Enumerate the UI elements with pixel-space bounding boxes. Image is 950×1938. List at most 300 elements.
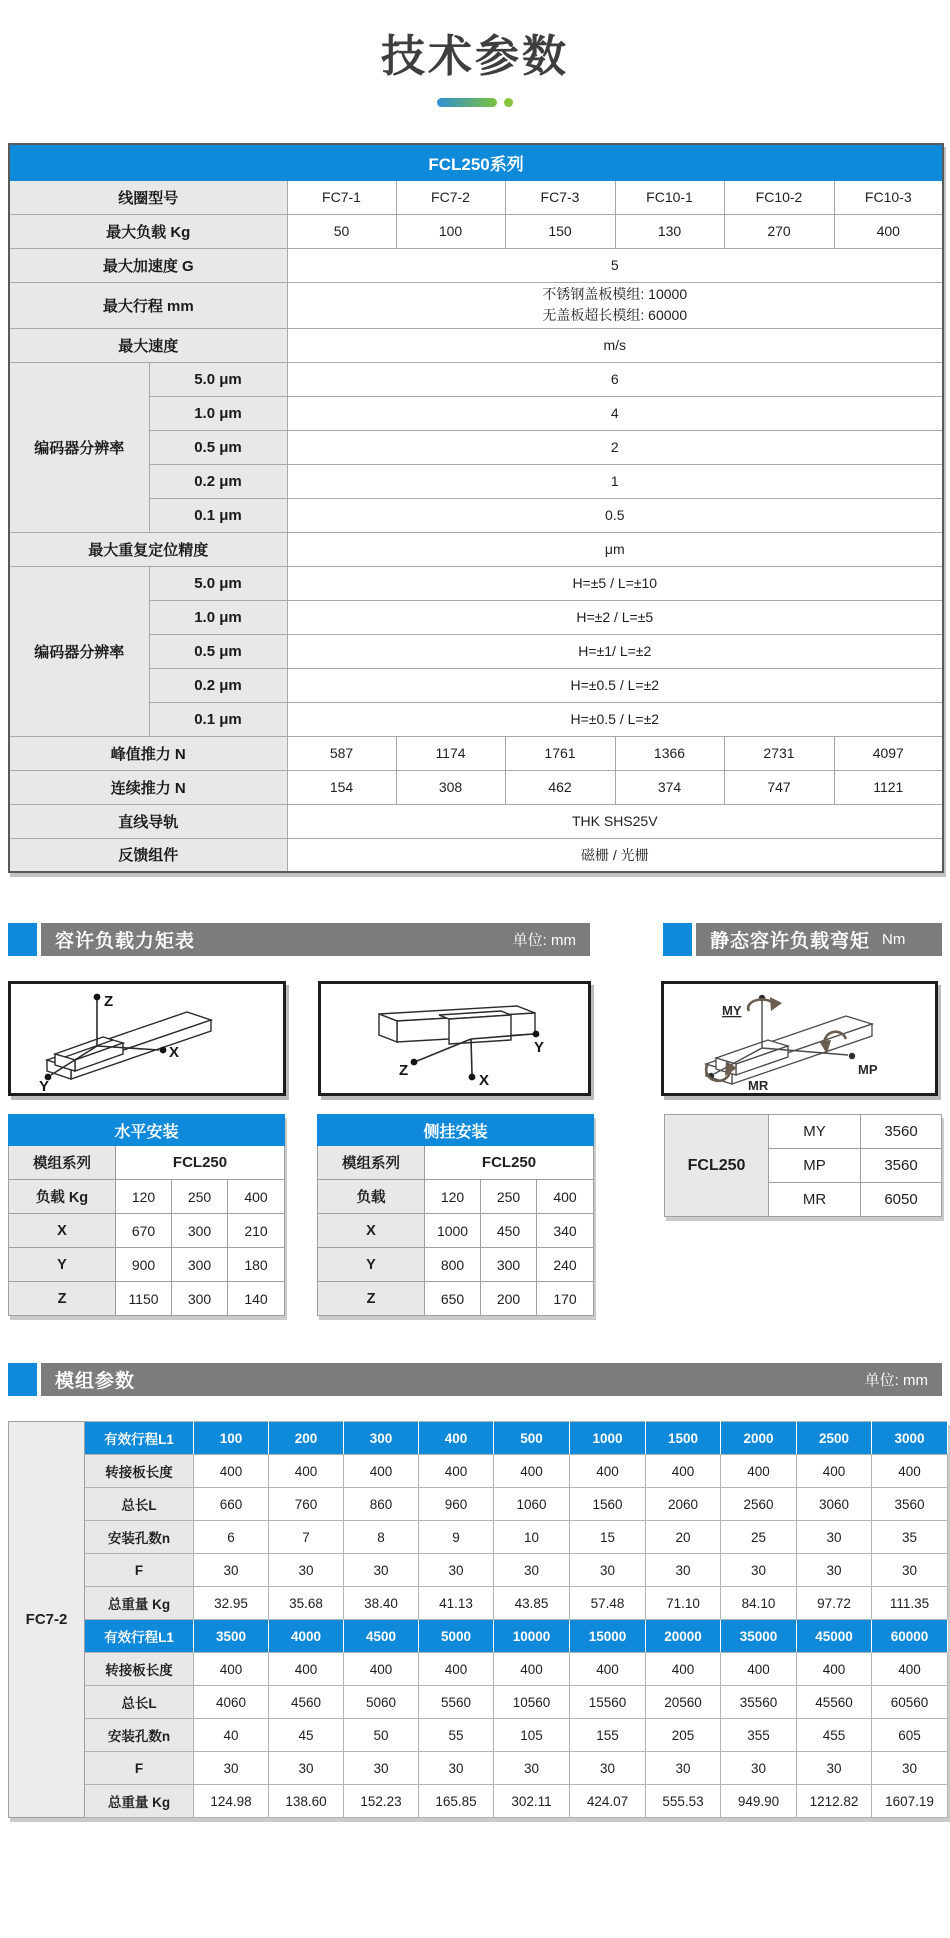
- table-cell: 40: [194, 1719, 269, 1752]
- row-label: X: [318, 1214, 425, 1248]
- table-cell: 400: [228, 1180, 285, 1214]
- axis-label-x: X: [169, 1044, 180, 1061]
- table-cell: 30: [269, 1554, 344, 1587]
- table-cell: 1060: [494, 1488, 570, 1521]
- table-cell: 300: [172, 1282, 228, 1316]
- table-row: [9, 1180, 285, 1214]
- table-cell: 15: [570, 1521, 646, 1554]
- table-cell: 55: [419, 1719, 494, 1752]
- decoration-gradient-bar: [437, 98, 497, 107]
- row-label: 安装孔数n: [85, 1521, 194, 1554]
- section-unit: 单位: mm: [512, 932, 576, 949]
- sub-label: 0.5 μm: [149, 634, 287, 668]
- table-cell: 1212.82: [797, 1785, 872, 1818]
- series-value: FCL250: [665, 1115, 769, 1217]
- axis-label-y: Y: [534, 1039, 545, 1056]
- table-cell: 450: [481, 1214, 537, 1248]
- row-label: 负载 Kg: [9, 1180, 116, 1214]
- table-cell: 5: [287, 248, 943, 282]
- table-cell: 30: [646, 1752, 721, 1785]
- table-cell: 30: [194, 1554, 269, 1587]
- table-row: [9, 668, 943, 702]
- row-label: 转接板长度: [85, 1653, 194, 1686]
- table-cell: 400: [721, 1653, 797, 1686]
- table-cell: [287, 282, 943, 328]
- table-cell: 4000: [269, 1620, 344, 1653]
- table-cell: 30: [797, 1554, 872, 1587]
- table-cell: FC7-2: [396, 180, 505, 214]
- table-cell: 30: [797, 1752, 872, 1785]
- stroke-line-1: 不锈钢盖板模组: 10000: [542, 286, 688, 302]
- table-cell: 302.11: [494, 1785, 570, 1818]
- table-cell: 500: [494, 1422, 570, 1455]
- table-row: [9, 736, 943, 770]
- table-cell: 32.95: [194, 1587, 269, 1620]
- table-cell: 250: [481, 1180, 537, 1214]
- table-cell: 20560: [646, 1686, 721, 1719]
- table-row: [9, 248, 943, 282]
- table-row: [9, 214, 943, 248]
- stroke-line-2: 无盖板超长模组: 60000: [542, 307, 688, 323]
- sub-label: 1.0 μm: [149, 396, 287, 430]
- table-cell: 10: [494, 1521, 570, 1554]
- module-params-table: [8, 1421, 948, 1818]
- table-cell: 124.98: [194, 1785, 269, 1818]
- table-cell: 5000: [419, 1620, 494, 1653]
- blue-square-icon: [8, 1363, 37, 1396]
- row-label: 总重量 Kg: [85, 1785, 194, 1818]
- table-cell: 400: [646, 1653, 721, 1686]
- section-title: 静态容许负载弯矩: [710, 931, 871, 952]
- xyz-diagram-side: [321, 984, 588, 1093]
- table-row: [665, 1115, 942, 1149]
- title-decoration: [0, 98, 950, 107]
- static-moment-section-bar: [663, 923, 942, 956]
- table-cell: 2: [287, 430, 943, 464]
- axis-label-z: Z: [399, 1062, 409, 1079]
- table-cell: 30: [872, 1554, 948, 1587]
- row-label: 模组系列: [318, 1146, 425, 1180]
- sub-label: 0.5 μm: [149, 430, 287, 464]
- table-cell: 45: [269, 1719, 344, 1752]
- table-cell: 30: [646, 1554, 721, 1587]
- axis-label-x: X: [479, 1072, 490, 1089]
- table-cell: 120: [116, 1180, 172, 1214]
- table-cell: 1: [287, 464, 943, 498]
- table-cell: 587: [287, 736, 396, 770]
- table-cell: 152.23: [344, 1785, 419, 1818]
- table-row: [9, 464, 943, 498]
- table-cell: 250: [172, 1180, 228, 1214]
- table-cell: 35.68: [269, 1587, 344, 1620]
- table-row: [9, 1752, 948, 1785]
- table-cell: 1761: [505, 736, 615, 770]
- row-label: 总重量 Kg: [85, 1587, 194, 1620]
- table-row: [9, 770, 943, 804]
- table-row: [9, 566, 943, 600]
- table-row: [318, 1282, 594, 1316]
- table-cell: 960: [419, 1488, 494, 1521]
- row-label: Z: [9, 1282, 116, 1316]
- section-unit: Nm: [882, 931, 906, 948]
- table-cell: 2060: [646, 1488, 721, 1521]
- table-cell: 4060: [194, 1686, 269, 1719]
- row-label: 最大速度: [9, 328, 287, 362]
- table-cell: 400: [344, 1455, 419, 1488]
- table-cell: 10560: [494, 1686, 570, 1719]
- table-cell: 30: [721, 1752, 797, 1785]
- section-title: 容许负载力矩表: [55, 931, 196, 952]
- row-label: 总长L: [85, 1488, 194, 1521]
- table-cell: 105: [494, 1719, 570, 1752]
- table-row: [9, 362, 943, 396]
- row-label: 最大负载 Kg: [9, 214, 287, 248]
- table-cell: 1150: [116, 1282, 172, 1316]
- table-cell: 30: [194, 1752, 269, 1785]
- table-cell: FC10-2: [724, 180, 834, 214]
- table-row: [9, 1587, 948, 1620]
- table-cell: 1174: [396, 736, 505, 770]
- table-cell: 30: [419, 1752, 494, 1785]
- table-cell: 35000: [721, 1620, 797, 1653]
- sub-label: 5.0 μm: [149, 362, 287, 396]
- table-row: [318, 1214, 594, 1248]
- table-cell: 25: [721, 1521, 797, 1554]
- table-cell: FC10-1: [615, 180, 724, 214]
- table-cell: 10000: [494, 1620, 570, 1653]
- static-moment-table: [664, 1114, 942, 1217]
- table-cell: 400: [646, 1455, 721, 1488]
- table-row: [9, 1653, 948, 1686]
- table-cell: 400: [872, 1653, 948, 1686]
- row-label: 有效行程L1: [85, 1620, 194, 1653]
- table-cell: H=±0.5 / L=±2: [287, 702, 943, 736]
- xyz-diagram-horizontal: [11, 984, 283, 1093]
- table-cell: 400: [194, 1653, 269, 1686]
- table-cell: 165.85: [419, 1785, 494, 1818]
- table-cell: 2560: [721, 1488, 797, 1521]
- table-cell: 30: [494, 1554, 570, 1587]
- series-value: FCL250: [116, 1146, 285, 1180]
- table-cell: 9: [419, 1521, 494, 1554]
- table-row: [9, 804, 943, 838]
- row-label: MP: [769, 1149, 861, 1183]
- table-cell: FC7-3: [505, 180, 615, 214]
- table-cell: 455: [797, 1719, 872, 1752]
- sub-label: 0.2 μm: [149, 464, 287, 498]
- module-params-section-bar: [8, 1363, 942, 1396]
- table-row: [9, 396, 943, 430]
- moment-label-mr: MR: [748, 1078, 769, 1093]
- table-cell: 424.07: [570, 1785, 646, 1818]
- table-cell: 3000: [872, 1422, 948, 1455]
- row-label: Y: [318, 1248, 425, 1282]
- table-cell: 60560: [872, 1686, 948, 1719]
- table-cell: 15000: [570, 1620, 646, 1653]
- table-cell: 30: [570, 1752, 646, 1785]
- table-row: [9, 1455, 948, 1488]
- table-cell: 210: [228, 1214, 285, 1248]
- table-cell: 3500: [194, 1620, 269, 1653]
- row-label: 安装孔数n: [85, 1719, 194, 1752]
- table-cell: 170: [537, 1282, 594, 1316]
- decoration-dot: [504, 98, 513, 107]
- row-label: F: [85, 1554, 194, 1587]
- table-row: [318, 1248, 594, 1282]
- table-row: [9, 1620, 948, 1653]
- series-value: FCL250: [425, 1146, 594, 1180]
- moment-label-mp: MP: [858, 1062, 878, 1077]
- table-cell: 1500: [646, 1422, 721, 1455]
- table-cell: 2731: [724, 736, 834, 770]
- blue-square-icon: [663, 923, 692, 956]
- table-cell: 4097: [834, 736, 943, 770]
- table-cell: 400: [494, 1653, 570, 1686]
- row-label: 最大加速度 G: [9, 248, 287, 282]
- table-row: [9, 702, 943, 736]
- table-row: [9, 430, 943, 464]
- table-title: 水平安装: [9, 1115, 285, 1146]
- table-row: [9, 532, 943, 566]
- table-row: [9, 1785, 948, 1818]
- table-cell: 20000: [646, 1620, 721, 1653]
- table-row: [9, 1686, 948, 1719]
- table-cell: 200: [269, 1422, 344, 1455]
- spec-table: [8, 143, 944, 873]
- row-label: X: [9, 1214, 116, 1248]
- table-row: [318, 1146, 594, 1180]
- table-cell: 磁栅 / 光栅: [287, 838, 943, 872]
- section-title: 模组参数: [55, 1371, 136, 1392]
- table-cell: 374: [615, 770, 724, 804]
- table-cell: FC10-3: [834, 180, 943, 214]
- table-cell: 400: [872, 1455, 948, 1488]
- table-cell: 8: [344, 1521, 419, 1554]
- table-cell: 4500: [344, 1620, 419, 1653]
- table-cell: 60000: [872, 1620, 948, 1653]
- table-cell: 84.10: [721, 1587, 797, 1620]
- table-cell: 7: [269, 1521, 344, 1554]
- sub-label: 1.0 μm: [149, 600, 287, 634]
- module-params-bar-row: [8, 1363, 942, 1396]
- table-cell: 400: [269, 1455, 344, 1488]
- side-mount-diagram: [318, 981, 591, 1096]
- table-cell: 340: [537, 1214, 594, 1248]
- table-cell: 400: [797, 1653, 872, 1686]
- axis-label-y: Y: [39, 1078, 50, 1093]
- row-label: 峰值推力 N: [9, 736, 287, 770]
- table-cell: 5060: [344, 1686, 419, 1719]
- page-title: 技术参数: [381, 32, 569, 81]
- table-cell: H=±5 / L=±10: [287, 566, 943, 600]
- table-cell: 240: [537, 1248, 594, 1282]
- table-cell: 30: [797, 1521, 872, 1554]
- table-cell: 1000: [425, 1214, 481, 1248]
- table-cell: 4: [287, 396, 943, 430]
- row-label: 转接板长度: [85, 1455, 194, 1488]
- table-cell: 400: [419, 1422, 494, 1455]
- table-cell: 43.85: [494, 1587, 570, 1620]
- sub-label: 0.1 μm: [149, 498, 287, 532]
- table-cell: 50: [287, 214, 396, 248]
- table-cell: 30: [872, 1752, 948, 1785]
- table-cell: 30: [269, 1752, 344, 1785]
- horizontal-mount-table: [8, 1114, 285, 1316]
- table-row: [9, 1214, 285, 1248]
- table-cell: 2500: [797, 1422, 872, 1455]
- table-row: [9, 634, 943, 668]
- table-row: [9, 1282, 285, 1316]
- table-cell: 30: [570, 1554, 646, 1587]
- table-cell: 400: [419, 1653, 494, 1686]
- blue-square-icon: [8, 923, 37, 956]
- table-cell: μm: [287, 532, 943, 566]
- sub-label: 5.0 μm: [149, 566, 287, 600]
- row-label: 连续推力 N: [9, 770, 287, 804]
- table-cell: 605: [872, 1719, 948, 1752]
- table-cell: 57.48: [570, 1587, 646, 1620]
- table-cell: 270: [724, 214, 834, 248]
- sub-label: 0.2 μm: [149, 668, 287, 702]
- table-cell: 155: [570, 1719, 646, 1752]
- table-cell: 462: [505, 770, 615, 804]
- table-cell: 30: [419, 1554, 494, 1587]
- table-cell: 6: [194, 1521, 269, 1554]
- table-cell: 45000: [797, 1620, 872, 1653]
- table-row: [9, 1554, 948, 1587]
- table-cell: 949.90: [721, 1785, 797, 1818]
- table-cell: 1000: [570, 1422, 646, 1455]
- table-row: [9, 328, 943, 362]
- table-cell: 400: [570, 1455, 646, 1488]
- table-cell: 1366: [615, 736, 724, 770]
- row-label: 负载: [318, 1180, 425, 1214]
- table-cell: 111.35: [872, 1587, 948, 1620]
- table-cell: 3060: [797, 1488, 872, 1521]
- mount-tables-row: [8, 1114, 942, 1316]
- table-cell: m/s: [287, 328, 943, 362]
- table-cell: 35560: [721, 1686, 797, 1719]
- row-label: 反馈组件: [9, 838, 287, 872]
- moment-label-my: MY: [722, 1003, 742, 1018]
- table-row: [9, 1488, 948, 1521]
- row-label: 有效行程L1: [85, 1422, 194, 1455]
- sub-label: 0.1 μm: [149, 702, 287, 736]
- table-cell: 30: [494, 1752, 570, 1785]
- table-row: [9, 1422, 948, 1455]
- table-row: [318, 1180, 594, 1214]
- table-cell: 3560: [861, 1115, 942, 1149]
- table-cell: 6050: [861, 1183, 942, 1217]
- table-cell: 200: [481, 1282, 537, 1316]
- moment-section-bar: [8, 923, 590, 956]
- table-row: [9, 282, 943, 328]
- section-unit: 单位: mm: [864, 1372, 928, 1389]
- table-cell: 400: [194, 1455, 269, 1488]
- row-label: 线圈型号: [9, 180, 287, 214]
- table-cell: 138.60: [269, 1785, 344, 1818]
- table-cell: 0.5: [287, 498, 943, 532]
- table-cell: 97.72: [797, 1587, 872, 1620]
- table-cell: 15560: [570, 1686, 646, 1719]
- table-cell: 205: [646, 1719, 721, 1752]
- table-cell: 1607.19: [872, 1785, 948, 1818]
- table-cell: 300: [344, 1422, 419, 1455]
- table-cell: 300: [481, 1248, 537, 1282]
- table-cell: 50: [344, 1719, 419, 1752]
- table-cell: 400: [570, 1653, 646, 1686]
- table-cell: 100: [194, 1422, 269, 1455]
- table-cell: 2000: [721, 1422, 797, 1455]
- row-label: 直线导轨: [9, 804, 287, 838]
- table-cell: 747: [724, 770, 834, 804]
- table-cell: 140: [228, 1282, 285, 1316]
- table-cell: 400: [721, 1455, 797, 1488]
- table-cell: 400: [269, 1653, 344, 1686]
- static-moment-diagram: [661, 981, 938, 1096]
- row-label: 最大重复定位精度: [9, 532, 287, 566]
- row-label: F: [85, 1752, 194, 1785]
- table-cell: 300: [172, 1214, 228, 1248]
- table-cell: 100: [396, 214, 505, 248]
- table-cell: H=±2 / L=±5: [287, 600, 943, 634]
- table-row: [9, 498, 943, 532]
- table-cell: 670: [116, 1214, 172, 1248]
- section-bars: [8, 923, 942, 956]
- table-cell: 30: [344, 1752, 419, 1785]
- table-cell: 38.40: [344, 1587, 419, 1620]
- table-cell: 30: [721, 1554, 797, 1587]
- row-label: 模组系列: [9, 1146, 116, 1180]
- table-cell: 3560: [872, 1488, 948, 1521]
- table-cell: FC7-1: [287, 180, 396, 214]
- row-label: Z: [318, 1282, 425, 1316]
- table-cell: 154: [287, 770, 396, 804]
- table-cell: 900: [116, 1248, 172, 1282]
- table-cell: 800: [425, 1248, 481, 1282]
- table-cell: 308: [396, 770, 505, 804]
- moment-diagram: [664, 984, 935, 1093]
- table-cell: 300: [172, 1248, 228, 1282]
- table-cell: 150: [505, 214, 615, 248]
- table-cell: 41.13: [419, 1587, 494, 1620]
- row-label: 总长L: [85, 1686, 194, 1719]
- table-cell: 180: [228, 1248, 285, 1282]
- table-cell: 5560: [419, 1686, 494, 1719]
- table-cell: 400: [537, 1180, 594, 1214]
- table-row: [9, 1521, 948, 1554]
- table-cell: 3560: [861, 1149, 942, 1183]
- table-row: [9, 838, 943, 872]
- table-row: [9, 180, 943, 214]
- table-cell: 30: [344, 1554, 419, 1587]
- table-cell: THK SHS25V: [287, 804, 943, 838]
- horizontal-mount-diagram: [8, 981, 286, 1096]
- table-cell: 660: [194, 1488, 269, 1521]
- axis-label-z: Z: [104, 993, 114, 1010]
- table-row: [9, 1719, 948, 1752]
- table-cell: 400: [494, 1455, 570, 1488]
- table-cell: 35: [872, 1521, 948, 1554]
- table-cell: 6: [287, 362, 943, 396]
- table-cell: 400: [797, 1455, 872, 1488]
- row-label: MR: [769, 1183, 861, 1217]
- table-cell: 20: [646, 1521, 721, 1554]
- table-cell: 45560: [797, 1686, 872, 1719]
- series-header: FCL250系列: [9, 144, 943, 180]
- group-label: 编码器分辨率: [9, 566, 149, 736]
- row-label: MY: [769, 1115, 861, 1149]
